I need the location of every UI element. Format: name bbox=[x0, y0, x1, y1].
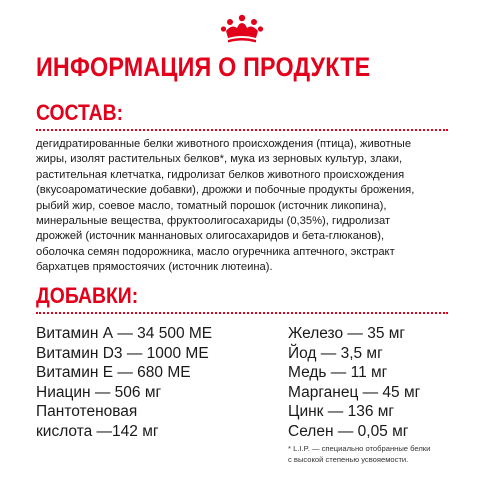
additive-item: Витамин Е — 680 МЕ bbox=[36, 364, 191, 382]
additive-item: кислота —142 мг bbox=[36, 422, 159, 440]
additives-vitamins-list bbox=[36, 324, 276, 442]
composition-divider bbox=[36, 129, 448, 131]
footnote-line: с высокой степенью усвояемости. bbox=[288, 455, 409, 464]
composition-line: бархатцев прямостоячих (источник лютеина). bbox=[36, 261, 273, 274]
additive-item: Медь — 11 мг bbox=[288, 364, 388, 382]
composition-line: дегидратированные белки животного происхождения (птица), животные bbox=[36, 138, 412, 150]
footnote bbox=[288, 443, 468, 465]
composition-line: оболочка семян подорожника, масло огуречника аптечного, экстракт bbox=[36, 245, 395, 258]
additive-item: Витамин D3 — 1000 МЕ bbox=[36, 344, 209, 362]
additive-item: Марганец — 45 мг bbox=[288, 383, 421, 401]
additive-item: Цинк — 136 мг bbox=[288, 403, 395, 421]
additives-divider bbox=[36, 312, 448, 314]
composition-line: растительная клетчатка, гидролизат белков животного происхождения bbox=[36, 168, 405, 181]
additive-item: Пантотеновая bbox=[36, 403, 138, 421]
additive-item: Селен — 0,05 мг bbox=[288, 422, 409, 440]
page-title: ИНФОРМАЦИЯ О ПРОДУКТЕ bbox=[36, 52, 371, 82]
composition-line: минеральные вещества, фруктоолигосахариды (0,35%), гидролизат bbox=[36, 215, 391, 228]
composition-line: дрожжей (источник маннановых олигосахаридов и бета-глюканов), bbox=[36, 230, 385, 243]
additives-minerals-list bbox=[288, 324, 458, 442]
composition-heading: СОСТАВ: bbox=[36, 100, 124, 125]
additive-item: Ниацин — 506 мг bbox=[36, 383, 162, 401]
additive-item: Йод — 3,5 мг bbox=[288, 344, 383, 362]
footnote-line: * L.I.P. — специально отобранные белки bbox=[288, 444, 431, 453]
composition-line: (вкусоароматические добавки), дрожжи и побочные продукты брожения, bbox=[36, 184, 415, 197]
composition-line: жиры, изолят растительных белков*, мука из зерновых культур, злаки, bbox=[36, 153, 403, 166]
additive-item: Витамин А — 34 500 МЕ bbox=[36, 325, 213, 342]
royal-canin-crown-icon bbox=[220, 14, 264, 44]
composition-text bbox=[36, 137, 452, 276]
composition-line: рыбий жир, соевое масло, томатный порошок (источник ликопина), bbox=[36, 199, 387, 212]
additives-heading: ДОБАВКИ: bbox=[36, 283, 139, 308]
additive-item: Железо — 35 мг bbox=[288, 325, 406, 342]
